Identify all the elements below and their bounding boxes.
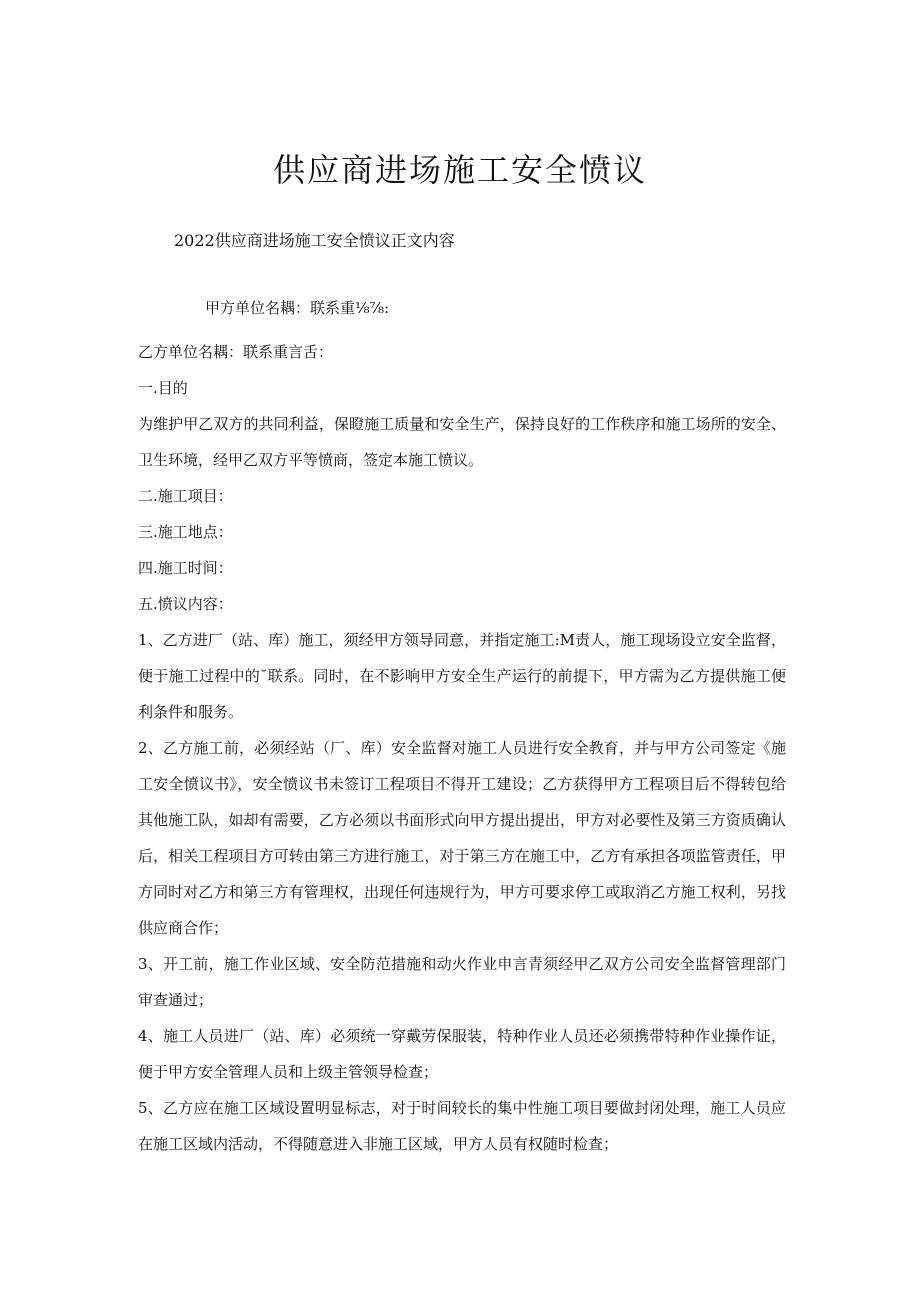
document-title: 供应商进场施工安全愤议 <box>272 151 647 189</box>
clause-3: 3、开工前，施工作业区域、安全防范措施和动火作业申言青须经甲乙双方公司安全监督管理部门审查通过； <box>138 955 786 1009</box>
section-heading-purpose: 一.目的 <box>138 379 188 397</box>
clause-2: 2、乙方施工前，必须经站（厂、库）安全监督对施工人员进行安全教育，并与甲方公司签定《施工安全愤议书》，安全愤议书未签订工程项目不得开工建设；乙方获得甲方工程项目后不得转包给其他施工队，如却有需要，乙方必须以书面形式向甲方提出提出，甲方对必要性及第三方资质确认后，相关工程项目方可转由第三方进行施工，对于第三方在施工中，乙方有承担各项监管责任，甲方同时对乙方和第三方有管理权，出现任何违规行为，甲方可要求停工或取消乙方施工权利，另找供应商合作； <box>138 739 786 937</box>
section-heading-time: 四.施工时间： <box>138 559 233 577</box>
document-body <box>138 334 786 1162</box>
clause-1: 1、乙方进厂（站、库）施工，须经甲方领导同意，并指定施工:M责人，施工现场设立安全监督，便于施工过程中的˘联系。同时，在不影响甲方安全生产运行的前提下，甲方需为乙方提供施工便利条件和服务。 <box>138 631 786 721</box>
section-heading-location: 三.施工地点： <box>138 523 233 541</box>
clause-5: 5、乙方应在施工区域设置明显标志，对于时间较长的集中性施工项目要做封闭处理，施工人员应在施工区域内活动，不得随意进入非施工区域，甲方人员有权随时检查； <box>138 1099 786 1153</box>
clause-4: 4、施工人员进厂（站、库）必须统一穿戴劳保服装，特种作业人员还必须携带特种作业操作证，便于甲方安全管理人员和上级主管领导检查； <box>138 1027 786 1081</box>
section-heading-content: 五.愤议内容： <box>138 595 233 613</box>
document-subtitle: 2022供应商进场施工安全愤议正文内容 <box>174 231 455 250</box>
section-heading-project: 二.施工项目： <box>138 487 233 505</box>
party-b-line: 乙方单位名耦：联系重言舌： <box>138 343 334 361</box>
purpose-paragraph: 为维护甲乙双方的共同利益，保瞪施工质量和安全生产，保持良好的工作秩序和施工场所的安全、卫生环境，经甲乙双方平等愤商，签定本施工愤议。 <box>138 415 786 469</box>
party-a-line: 甲方单位名耦：联系重⅛⅞: <box>205 299 390 317</box>
